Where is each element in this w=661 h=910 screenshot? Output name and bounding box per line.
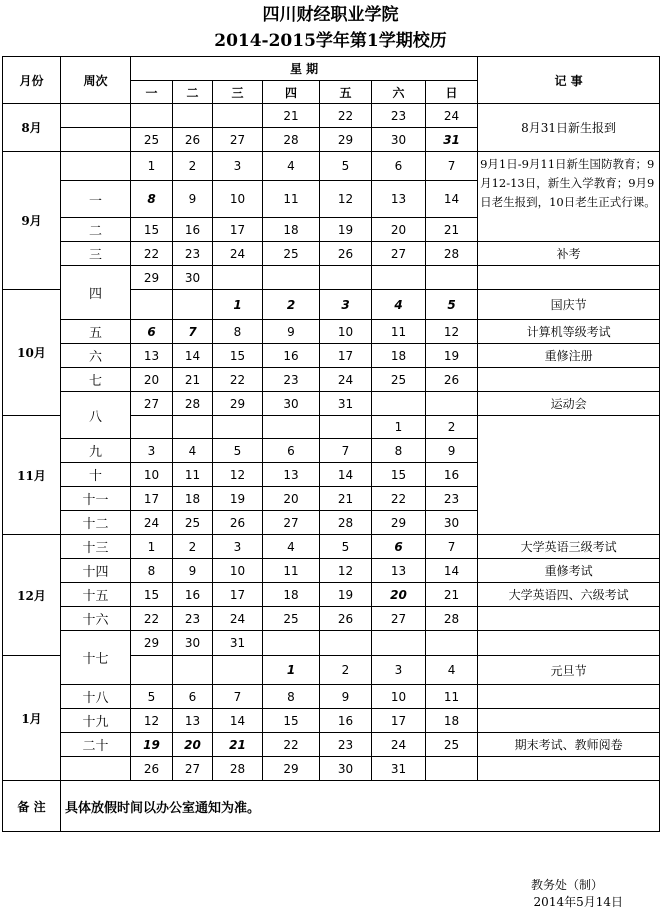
date-cell: 14 — [320, 463, 372, 487]
date-cell: 29 — [213, 392, 263, 416]
date-cell: 23 — [372, 104, 426, 128]
date-cell: 4 — [372, 290, 426, 320]
date-cell: 16 — [173, 218, 213, 242]
week-label — [61, 757, 131, 781]
date-cell: 12 — [213, 463, 263, 487]
date-cell: 21 — [173, 368, 213, 392]
date-cell: 10 — [372, 685, 426, 709]
week-label: 十六 — [61, 607, 131, 631]
date-cell: 18 — [263, 218, 320, 242]
date-cell: 24 — [426, 104, 478, 128]
date-cell: 28 — [263, 128, 320, 152]
event-cell — [478, 416, 660, 535]
date-cell: 18 — [173, 487, 213, 511]
event-cell: 重修注册 — [478, 344, 660, 368]
date-cell: 13 — [173, 709, 213, 733]
event-cell — [478, 631, 660, 656]
event-cell: 8月31日新生报到 — [478, 104, 660, 152]
date-cell: 19 — [426, 344, 478, 368]
date-cell: 25 — [263, 242, 320, 266]
date-cell: 10 — [213, 181, 263, 218]
date-cell: 22 — [213, 368, 263, 392]
week-label: 六 — [61, 344, 131, 368]
date-cell: 14 — [426, 181, 478, 218]
date-cell: 23 — [320, 733, 372, 757]
date-cell — [372, 631, 426, 656]
week-label: 十七 — [61, 631, 131, 685]
date-cell — [213, 104, 263, 128]
event-cell: 重修考试 — [478, 559, 660, 583]
date-cell: 24 — [372, 733, 426, 757]
date-cell: 21 — [426, 583, 478, 607]
date-cell: 21 — [213, 733, 263, 757]
event-cell: 元旦节 — [478, 656, 660, 685]
date-cell: 11 — [173, 463, 213, 487]
date-cell: 7 — [213, 685, 263, 709]
date-cell — [372, 392, 426, 416]
date-cell: 10 — [320, 320, 372, 344]
date-cell: 19 — [213, 487, 263, 511]
date-cell: 16 — [173, 583, 213, 607]
month-header: 月份 — [3, 57, 61, 104]
date-cell: 14 — [426, 559, 478, 583]
week-label: 二 — [61, 218, 131, 242]
date-cell: 19 — [131, 733, 173, 757]
weekday-header: 四 — [263, 81, 320, 104]
date-cell: 15 — [131, 218, 173, 242]
date-cell: 17 — [213, 583, 263, 607]
event-cell — [478, 685, 660, 709]
date-cell — [263, 631, 320, 656]
date-cell: 9 — [173, 181, 213, 218]
week-label: 十二 — [61, 511, 131, 535]
event-cell: 9月1日-9月11日新生国防教育；9月12-13日，新生入学教育；9月9日老生报到，10日老生正式行课。 — [478, 152, 660, 242]
date-cell: 18 — [372, 344, 426, 368]
date-cell: 1 — [372, 416, 426, 439]
date-cell: 8 — [213, 320, 263, 344]
date-cell: 28 — [426, 242, 478, 266]
date-cell: 19 — [320, 218, 372, 242]
date-cell: 10 — [213, 559, 263, 583]
week-label: 十八 — [61, 685, 131, 709]
date-cell: 11 — [426, 685, 478, 709]
event-cell: 运动会 — [478, 392, 660, 416]
date-cell — [131, 656, 173, 685]
date-cell: 6 — [173, 685, 213, 709]
date-cell: 5 — [320, 535, 372, 559]
week-label: 十五 — [61, 583, 131, 607]
weekday-header: 日 — [426, 81, 478, 104]
date-cell: 8 — [131, 181, 173, 218]
date-cell — [263, 266, 320, 290]
date-cell: 8 — [131, 559, 173, 583]
date-cell: 5 — [426, 290, 478, 320]
date-cell: 1 — [263, 656, 320, 685]
date-cell: 11 — [263, 559, 320, 583]
date-cell: 15 — [131, 583, 173, 607]
date-cell: 16 — [263, 344, 320, 368]
date-cell: 5 — [131, 685, 173, 709]
date-cell: 17 — [372, 709, 426, 733]
week-label — [61, 104, 131, 128]
date-cell: 9 — [320, 685, 372, 709]
date-cell: 27 — [372, 242, 426, 266]
date-cell: 1 — [131, 535, 173, 559]
date-cell: 15 — [372, 463, 426, 487]
date-cell — [173, 290, 213, 320]
date-cell — [426, 757, 478, 781]
event-cell: 补考 — [478, 242, 660, 266]
date-cell: 31 — [426, 128, 478, 152]
date-cell: 24 — [131, 511, 173, 535]
date-cell: 28 — [320, 511, 372, 535]
date-cell — [213, 656, 263, 685]
date-cell: 4 — [263, 535, 320, 559]
date-cell: 25 — [426, 733, 478, 757]
date-cell: 2 — [263, 290, 320, 320]
month-label: 12月 — [3, 535, 61, 656]
date-cell: 9 — [173, 559, 213, 583]
week-label: 三 — [61, 242, 131, 266]
date-cell: 5 — [320, 152, 372, 181]
date-cell: 26 — [426, 368, 478, 392]
week-label: 十 — [61, 463, 131, 487]
month-label: 9月 — [3, 152, 61, 290]
date-cell — [213, 266, 263, 290]
date-cell: 28 — [213, 757, 263, 781]
date-cell — [372, 266, 426, 290]
date-cell: 24 — [213, 242, 263, 266]
week-label: 七 — [61, 368, 131, 392]
date-cell: 4 — [263, 152, 320, 181]
date-cell: 20 — [173, 733, 213, 757]
month-label: 10月 — [3, 290, 61, 416]
date-cell — [173, 656, 213, 685]
date-cell: 30 — [173, 266, 213, 290]
date-cell: 3 — [320, 290, 372, 320]
week-header: 周次 — [61, 57, 131, 104]
event-cell — [478, 607, 660, 631]
date-cell: 19 — [320, 583, 372, 607]
date-cell: 25 — [173, 511, 213, 535]
date-cell: 13 — [263, 463, 320, 487]
weekday-group-header: 星 期 — [131, 57, 478, 81]
date-cell: 1 — [131, 152, 173, 181]
date-cell: 3 — [131, 439, 173, 463]
date-cell: 25 — [263, 607, 320, 631]
date-cell: 4 — [173, 439, 213, 463]
date-cell: 6 — [263, 439, 320, 463]
week-label: 十三 — [61, 535, 131, 559]
date-cell: 2 — [426, 416, 478, 439]
date-cell: 25 — [131, 128, 173, 152]
date-cell: 16 — [426, 463, 478, 487]
weekday-header: 二 — [173, 81, 213, 104]
date-cell: 3 — [213, 535, 263, 559]
date-cell: 22 — [320, 104, 372, 128]
date-cell: 23 — [263, 368, 320, 392]
date-cell: 14 — [213, 709, 263, 733]
date-cell: 15 — [263, 709, 320, 733]
week-label — [61, 128, 131, 152]
date-cell: 11 — [372, 320, 426, 344]
weekday-header: 五 — [320, 81, 372, 104]
date-cell: 30 — [426, 511, 478, 535]
date-cell: 29 — [320, 128, 372, 152]
event-cell — [478, 266, 660, 290]
week-label: 十四 — [61, 559, 131, 583]
week-label — [61, 152, 131, 181]
date-cell: 30 — [372, 128, 426, 152]
week-label: 二十 — [61, 733, 131, 757]
date-cell: 14 — [173, 344, 213, 368]
date-cell: 21 — [263, 104, 320, 128]
date-cell: 1 — [213, 290, 263, 320]
date-cell: 30 — [263, 392, 320, 416]
date-cell: 31 — [213, 631, 263, 656]
date-cell: 22 — [131, 607, 173, 631]
date-cell: 28 — [426, 607, 478, 631]
school-name: 四川财经职业学院 — [262, 5, 399, 25]
date-cell: 23 — [426, 487, 478, 511]
date-cell — [173, 104, 213, 128]
date-cell — [320, 631, 372, 656]
week-label: 十一 — [61, 487, 131, 511]
date-cell: 12 — [426, 320, 478, 344]
date-cell: 11 — [263, 181, 320, 218]
date-cell: 27 — [131, 392, 173, 416]
date-cell: 7 — [426, 535, 478, 559]
date-cell: 6 — [372, 152, 426, 181]
week-label: 五 — [61, 320, 131, 344]
date-cell: 7 — [320, 439, 372, 463]
date-cell: 20 — [372, 218, 426, 242]
date-cell: 23 — [173, 242, 213, 266]
event-cell: 国庆节 — [478, 290, 660, 320]
date-cell: 26 — [173, 128, 213, 152]
date-cell: 12 — [131, 709, 173, 733]
date-cell: 20 — [263, 487, 320, 511]
calendar-title: 2014-2015学年第1学期校历 — [214, 31, 447, 51]
date-cell — [426, 392, 478, 416]
date-cell — [213, 416, 263, 439]
date-cell — [426, 266, 478, 290]
event-cell: 期末考试、教师阅卷 — [478, 733, 660, 757]
date-cell: 10 — [131, 463, 173, 487]
date-cell: 29 — [263, 757, 320, 781]
date-cell: 24 — [320, 368, 372, 392]
weekday-header: 一 — [131, 81, 173, 104]
date-cell: 26 — [131, 757, 173, 781]
date-cell: 28 — [173, 392, 213, 416]
date-cell: 31 — [372, 757, 426, 781]
date-cell: 26 — [213, 511, 263, 535]
date-cell: 29 — [131, 631, 173, 656]
month-label: 1月 — [3, 656, 61, 781]
event-cell — [478, 757, 660, 781]
event-cell — [478, 709, 660, 733]
date-cell: 3 — [372, 656, 426, 685]
month-label: 11月 — [3, 416, 61, 535]
date-cell: 30 — [173, 631, 213, 656]
date-cell — [263, 416, 320, 439]
date-cell: 20 — [372, 583, 426, 607]
date-cell: 17 — [213, 218, 263, 242]
date-cell: 12 — [320, 559, 372, 583]
date-cell: 9 — [263, 320, 320, 344]
date-cell: 5 — [213, 439, 263, 463]
date-cell: 4 — [426, 656, 478, 685]
date-cell: 13 — [372, 559, 426, 583]
date-cell: 17 — [320, 344, 372, 368]
date-cell: 26 — [320, 607, 372, 631]
date-cell: 9 — [426, 439, 478, 463]
date-cell: 27 — [263, 511, 320, 535]
date-cell: 8 — [372, 439, 426, 463]
events-header: 记 事 — [478, 57, 660, 104]
date-cell — [426, 631, 478, 656]
date-cell: 18 — [263, 583, 320, 607]
date-cell — [320, 266, 372, 290]
issuing-office: 教务处（制） — [530, 878, 603, 892]
date-cell: 2 — [173, 152, 213, 181]
event-cell — [478, 368, 660, 392]
date-cell: 27 — [372, 607, 426, 631]
date-cell: 2 — [173, 535, 213, 559]
event-cell: 大学英语三级考试 — [478, 535, 660, 559]
date-cell: 17 — [131, 487, 173, 511]
date-cell: 8 — [263, 685, 320, 709]
date-cell: 29 — [372, 511, 426, 535]
date-cell: 20 — [131, 368, 173, 392]
date-cell: 6 — [131, 320, 173, 344]
date-cell — [173, 416, 213, 439]
date-cell: 29 — [131, 266, 173, 290]
event-cell: 大学英语四、六级考试 — [478, 583, 660, 607]
week-label: 八 — [61, 392, 131, 439]
date-cell: 21 — [426, 218, 478, 242]
date-cell: 13 — [372, 181, 426, 218]
date-cell — [131, 290, 173, 320]
date-cell: 6 — [372, 535, 426, 559]
date-cell: 27 — [213, 128, 263, 152]
remarks-label: 备 注 — [3, 781, 61, 832]
week-label: 四 — [61, 266, 131, 320]
date-cell: 16 — [320, 709, 372, 733]
date-cell: 7 — [173, 320, 213, 344]
date-cell: 30 — [320, 757, 372, 781]
week-label: 十九 — [61, 709, 131, 733]
event-cell: 计算机等级考试 — [478, 320, 660, 344]
weekday-header: 三 — [213, 81, 263, 104]
date-cell: 31 — [320, 392, 372, 416]
remarks-text: 具体放假时间以办公室通知为准。 — [61, 781, 660, 832]
date-cell — [131, 416, 173, 439]
date-cell: 25 — [372, 368, 426, 392]
date-cell: 2 — [320, 656, 372, 685]
date-cell: 15 — [213, 344, 263, 368]
date-cell: 22 — [263, 733, 320, 757]
date-cell: 7 — [426, 152, 478, 181]
week-label: 九 — [61, 439, 131, 463]
date-cell: 3 — [213, 152, 263, 181]
date-cell: 13 — [131, 344, 173, 368]
date-cell: 22 — [372, 487, 426, 511]
date-cell: 27 — [173, 757, 213, 781]
date-cell: 26 — [320, 242, 372, 266]
date-cell: 12 — [320, 181, 372, 218]
date-cell — [320, 416, 372, 439]
date-cell: 23 — [173, 607, 213, 631]
month-label: 8月 — [3, 104, 61, 152]
date-cell: 18 — [426, 709, 478, 733]
week-label: 一 — [61, 181, 131, 218]
date-cell: 21 — [320, 487, 372, 511]
date-cell: 22 — [131, 242, 173, 266]
issue-date: 2014年5月14日 — [533, 895, 623, 909]
school-calendar-table — [2, 56, 660, 832]
date-cell — [131, 104, 173, 128]
weekday-header: 六 — [372, 81, 426, 104]
date-cell: 24 — [213, 607, 263, 631]
